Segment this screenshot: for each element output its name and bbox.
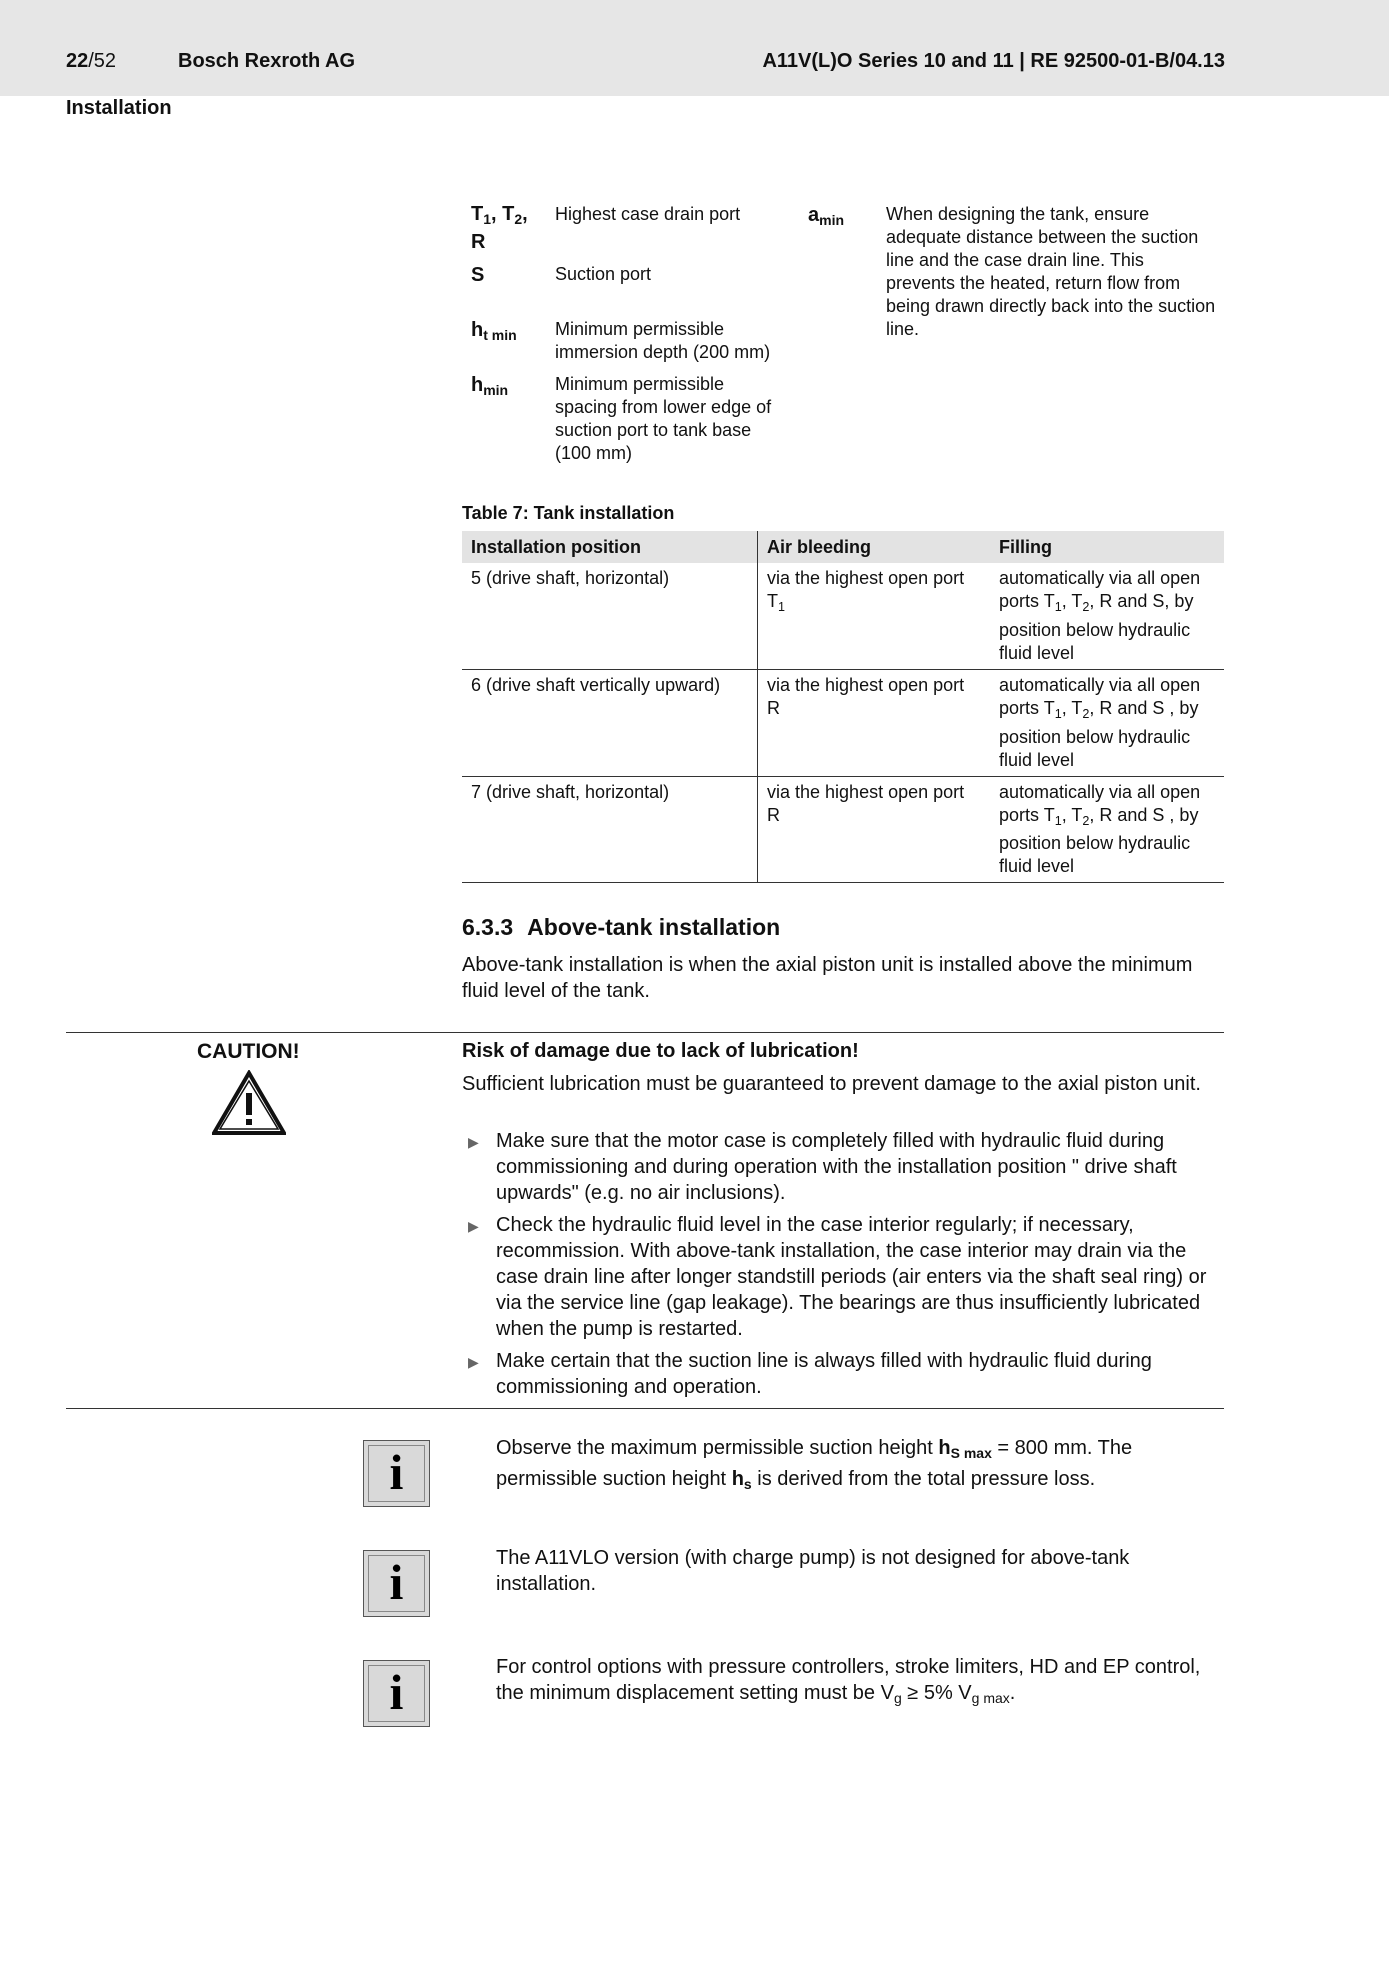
legend-desc-a-min: When designing the tank, ensure adequate distance between the suction line and the case drain line. This prevents the heated, return flow from being drawn directly back into the suction line.	[886, 204, 1216, 339]
legend-symbol-a-min: $a_{min}$	[808, 204, 845, 229]
legend-symbol-t-ports: $T_1$, $T_2$, R	[471, 203, 528, 254]
tank-installation-table	[462, 531, 1224, 883]
list-item: ▶ Make certain that the suction line is always filled with hydraulic fluid during commissioning and operation.	[468, 1350, 1152, 1398]
caution-body: Sufficient lubrication must be guaranteed to prevent damage to the axial piston unit.	[462, 1073, 1201, 1095]
company-name: Bosch Rexroth AG	[178, 50, 356, 72]
info-icon: i	[363, 1550, 430, 1617]
bullet-triangle-icon: ▶	[468, 1218, 479, 1234]
info-icon: i	[363, 1660, 430, 1727]
cell-air-bleeding: via the highest open port R	[758, 669, 991, 776]
section-intro: Above-tank installation is when the axial piston unit is installed above the minimum fluid level of the tank.	[462, 954, 1193, 1002]
legend-symbol-h-min: $h_{min}$	[471, 374, 509, 399]
cell-filling: automatically via all open ports $T_1$, $T_2$, R and S , by position below hydraulic fluid level	[990, 776, 1224, 883]
caution-title: Risk of damage due to lack of lubrication!	[462, 1040, 859, 1062]
caution-top-rule	[66, 1032, 1224, 1033]
section-title: Above-tank installation	[527, 914, 781, 940]
column-header: Filling	[990, 531, 1224, 563]
cell-position: 6 (drive shaft vertically upward)	[462, 669, 758, 776]
document-reference: A11V(L)O Series 10 and 11 | RE 92500-01-B/04.13	[762, 50, 1225, 72]
info-note-charge-pump: The A11VLO version (with charge pump) is not designed for above-tank installation.	[496, 1547, 1130, 1595]
caution-bullet-list	[462, 1128, 1222, 1406]
legend-desc-ht-min: Minimum permissible immersion depth (200 mm)	[555, 319, 771, 362]
legend-desc-t-ports: Highest case drain port	[555, 204, 741, 224]
table-row	[462, 669, 1224, 776]
list-item: ▶ Make sure that the motor case is completely filled with hydraulic fluid during commissioning and during operation with the installation position " drive shaft upwards" (e.g. no air inclusions).	[468, 1130, 1177, 1204]
table-header-row	[462, 531, 1224, 563]
table-row	[462, 776, 1224, 883]
info-note-displacement: For control options with pressure controllers, stroke limiters, HD and EP control, the minimum displacement setting must be $V_g \ge 5\%$ $V_{g max}$.	[496, 1656, 1201, 1707]
caution-bottom-rule	[66, 1408, 1224, 1409]
legend-symbol-s: S	[471, 264, 485, 286]
table-row	[462, 563, 1224, 669]
list-item: ▶ Check the hydraulic fluid level in the case interior regularly; if necessary, recommission. With above-tank installation, the case interior may drain via the case drain line after longer standstill periods (air enters via the shaft seal ring) or via the service line (gap leakage). The bearings are thus insufficiently lubricated when the pump is restarted.	[468, 1214, 1207, 1340]
column-header: Installation position	[462, 531, 758, 563]
caution-label: CAUTION!	[197, 1040, 300, 1063]
bullet-triangle-icon: ▶	[468, 1354, 479, 1370]
page-number: 22/52	[66, 50, 117, 72]
bullet-triangle-icon: ▶	[468, 1134, 479, 1150]
page-header	[0, 0, 1389, 96]
legend-symbol-ht-min: $h_{t min}$	[471, 319, 517, 344]
info-note-suction-height: Observe the maximum permissible suction height $h_{S max} = 800$ mm. The permissible suction height $h_s$ is derived from the total pressure loss.	[496, 1437, 1133, 1493]
cell-position: 5 (drive shaft, horizontal)	[462, 563, 758, 669]
section-label: Installation	[66, 97, 172, 119]
section-heading	[462, 914, 780, 941]
table-caption: Table 7: Tank installation	[462, 503, 675, 523]
cell-position: 7 (drive shaft, horizontal)	[462, 776, 758, 883]
section-number: 6.3.3	[462, 914, 514, 940]
legend-desc-s: Suction port	[555, 264, 652, 284]
info-icon: i	[363, 1440, 430, 1507]
column-header: Air bleeding	[758, 531, 991, 563]
cell-filling: automatically via all open ports $T_1$, $T_2$, R and S , by position below hydraulic fluid level	[990, 669, 1224, 776]
legend-desc-h-min: Minimum permissible spacing from lower edge of suction port to tank base (100 mm)	[555, 374, 772, 463]
warning-triangle-icon	[212, 1070, 286, 1141]
cell-air-bleeding: via the highest open port R	[758, 776, 991, 883]
cell-air-bleeding: via the highest open port $T_1$	[758, 563, 991, 669]
page-total: /52	[88, 50, 117, 72]
cell-filling: automatically via all open ports $T_1$, $T_2$, R and S, by position below hydraulic fluid level	[990, 563, 1224, 669]
